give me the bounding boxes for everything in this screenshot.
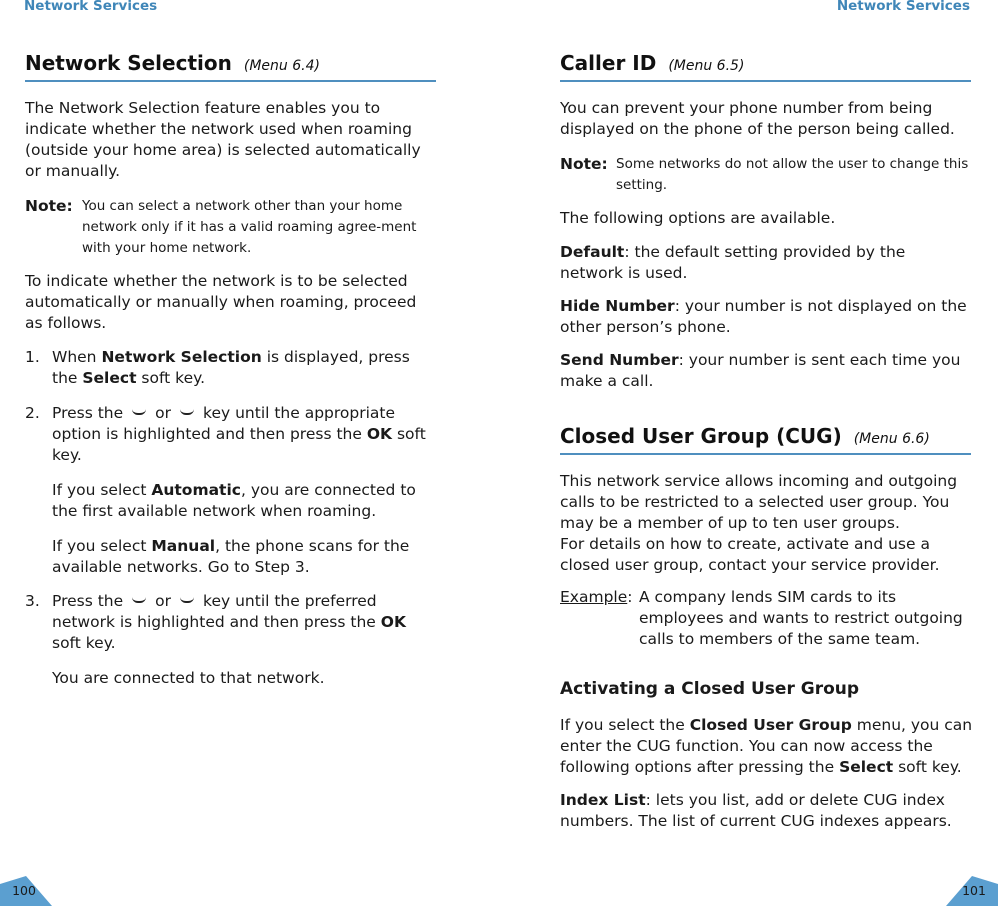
option-default: Default: the default setting provided by the network is used. [560,243,906,282]
note-label: Note [560,155,602,173]
note: Note: You can select a network other than your home network only if it has a valid roaming agree-ment with your home network. [25,196,437,218]
example-label: Example [560,588,628,606]
note-text: Some networks do not allow the user to change this setting. [616,156,969,193]
procedure-intro: To indicate whether the network is to be selected automatically or manually when roaming, proceed as follows. [25,272,417,332]
section-title-cug: Closed User Group (CUG) (Menu 6.6) [560,424,930,448]
cug-intro: This network service allows incoming and outgoing calls to be restricted to a selected user group. You may be a member of up to ten user groups. [560,472,958,532]
example: Example: A company lends SIM cards to its employees and wants to restrict outgoing calls to members of the same team. [560,587,972,608]
page-number: 101 [962,883,986,898]
subheading-activating-cug: Activating a Closed User Group [560,679,860,699]
down-key-icon [180,595,194,603]
step-number: 1. [25,348,40,366]
caller-intro: You can prevent your phone number from being displayed on the phone of the person being called. [560,99,955,138]
section-divider [560,80,971,82]
running-header: Network Services [24,0,158,14]
running-header: Network Services [836,0,970,14]
option-send-number: Send Number: your number is sent each time you make a call. [560,351,961,390]
up-key-icon [132,407,146,415]
options-intro: The following options are available. [560,209,836,227]
note: Note: Some networks do not allow the user to change this setting. [560,154,972,176]
step-number: 3. [25,592,40,610]
section-title-network-selection: Network Selection (Menu 6.4) [25,51,320,75]
page-tab [0,876,52,906]
section-divider [25,80,436,82]
cug-details: For details on how to create, activate and use a closed user group, contact your service provider. [560,535,940,574]
connected-text: You are connected to that network. [52,669,325,687]
intro-paragraph: The Network Selection feature enables you to indicate whether the network used when roaming (outside your home area) is selected automatically or manually. [25,99,421,180]
down-key-icon [180,407,194,415]
up-key-icon [132,595,146,603]
note-label: Note [25,197,67,215]
step-3: Press the or key until the preferred network is highlighted and then press the OK soft key. [52,592,406,652]
automatic-option: If you select Automatic, you are connected to the first available network when roaming. [52,481,416,520]
section-title-caller-id: Caller ID (Menu 6.5) [560,51,745,75]
menu-reference: (Menu 6.4) [243,58,320,74]
option-hide-number: Hide Number: your number is not displayed on the other person’s phone. [560,297,967,336]
step-number: 2. [25,404,40,422]
option-index-list: Index List: lets you list, add or delete CUG index numbers. The list of current CUG indexes appears. [560,791,952,830]
menu-reference: (Menu 6.5) [668,58,745,74]
step-2: Press the or key until the appropriate option is highlighted and then press the OK soft key. [52,404,426,464]
page-tab [946,876,998,906]
step-1: When Network Selection is displayed, press the Select soft key. [52,348,410,387]
example-text: A company lends SIM cards to its employees and wants to restrict outgoing calls to members of the same team. [639,588,963,648]
page-number: 100 [12,883,36,898]
right-page [499,0,998,906]
manual-option: If you select Manual, the phone scans for the available networks. Go to Step 3. [52,537,410,576]
menu-reference: (Menu 6.6) [853,431,930,447]
activating-text: If you select the Closed User Group menu, you can enter the CUG function. You can now access the following options after pressing the Select soft key. [560,716,973,776]
note-text: You can select a network other than your home network only if it has a valid roaming agree-ment with your home network. [82,198,417,256]
section-divider [560,453,971,455]
